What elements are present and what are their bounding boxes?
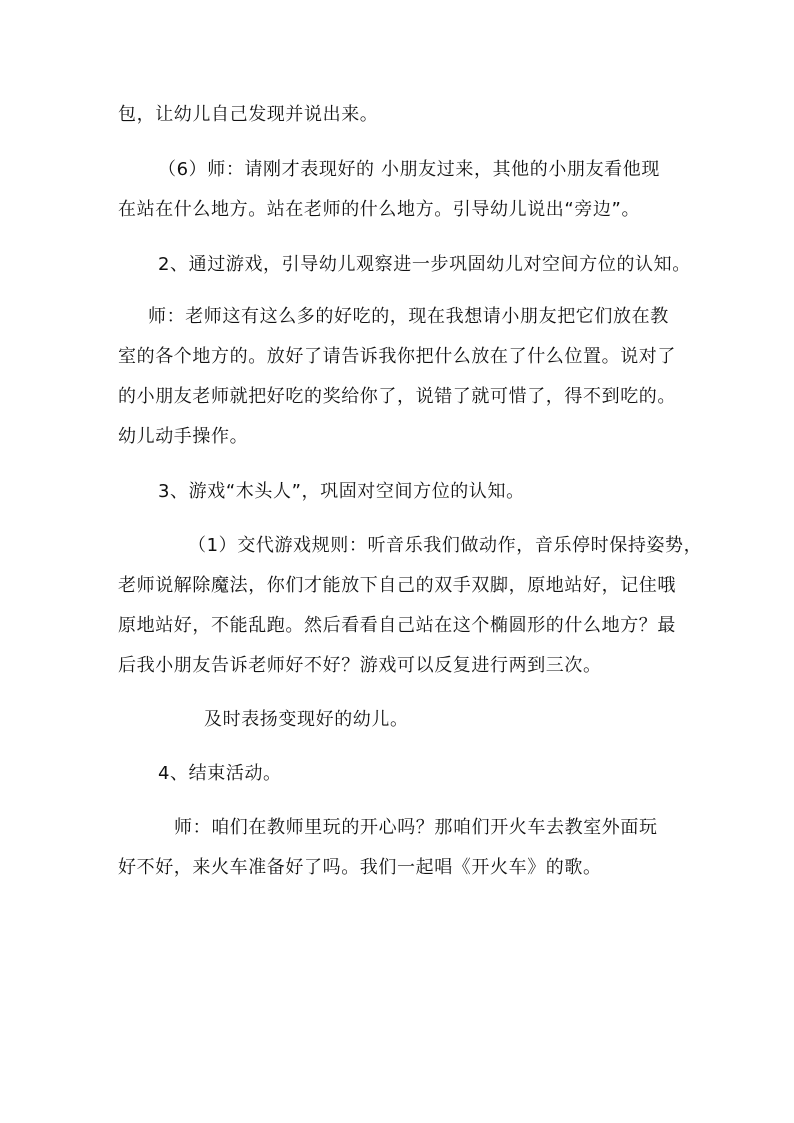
paragraph-line: 老师说解除魔法，你们才能放下自己的双手双脚，原地站好，记住哦 <box>118 575 676 596</box>
paragraph-line: 师：咱们在教师里玩的开心吗？那咱们开火车去教室外面玩 <box>174 817 658 838</box>
paragraph-line: 好不好，来火车准备好了吗。我们一起唱《开火车》的歌。 <box>118 857 602 878</box>
paragraph-line: 及时表扬变现好的幼儿。 <box>204 709 409 730</box>
paragraph-line: （6）师：请刚才表现好的 小朋友过来，其他的小朋友看他现 <box>158 159 660 180</box>
paragraph-line: （1）交代游戏规则：听音乐我们做动作，音乐停时保持姿势， <box>188 535 703 556</box>
section-heading: 3、游戏“木头人”，巩固对空间方位的认知。 <box>158 481 525 502</box>
paragraph-line: 幼儿动手操作。 <box>118 426 249 447</box>
paragraph-line: 的小朋友老师就把好吃的奖给你了，说错了就可惜了，得不到吃的。 <box>118 386 676 407</box>
paragraph-line: 在站在什么地方。站在老师的什么地方。引导幼儿说出“旁边”。 <box>118 199 641 220</box>
paragraph-line: 室的各个地方的。放好了请告诉我你把什么放在了什么位置。说对了 <box>118 346 676 367</box>
paragraph-line: 后我小朋友告诉老师好不好？游戏可以反复进行两到三次。 <box>118 655 602 676</box>
paragraph-line: 原地站好，不能乱跑。然后看看自己站在这个椭圆形的什么地方？最 <box>118 615 676 636</box>
paragraph-line: 师：老师这有这么多的好吃的，现在我想请小朋友把它们放在教 <box>148 306 669 327</box>
paragraph-line: 包，让幼儿自己发现并说出来。 <box>118 104 379 125</box>
section-heading: 2、通过游戏，引导幼儿观察进一步巩固幼儿对空间方位的认知。 <box>158 254 691 275</box>
section-heading: 4、结束活动。 <box>158 763 282 784</box>
